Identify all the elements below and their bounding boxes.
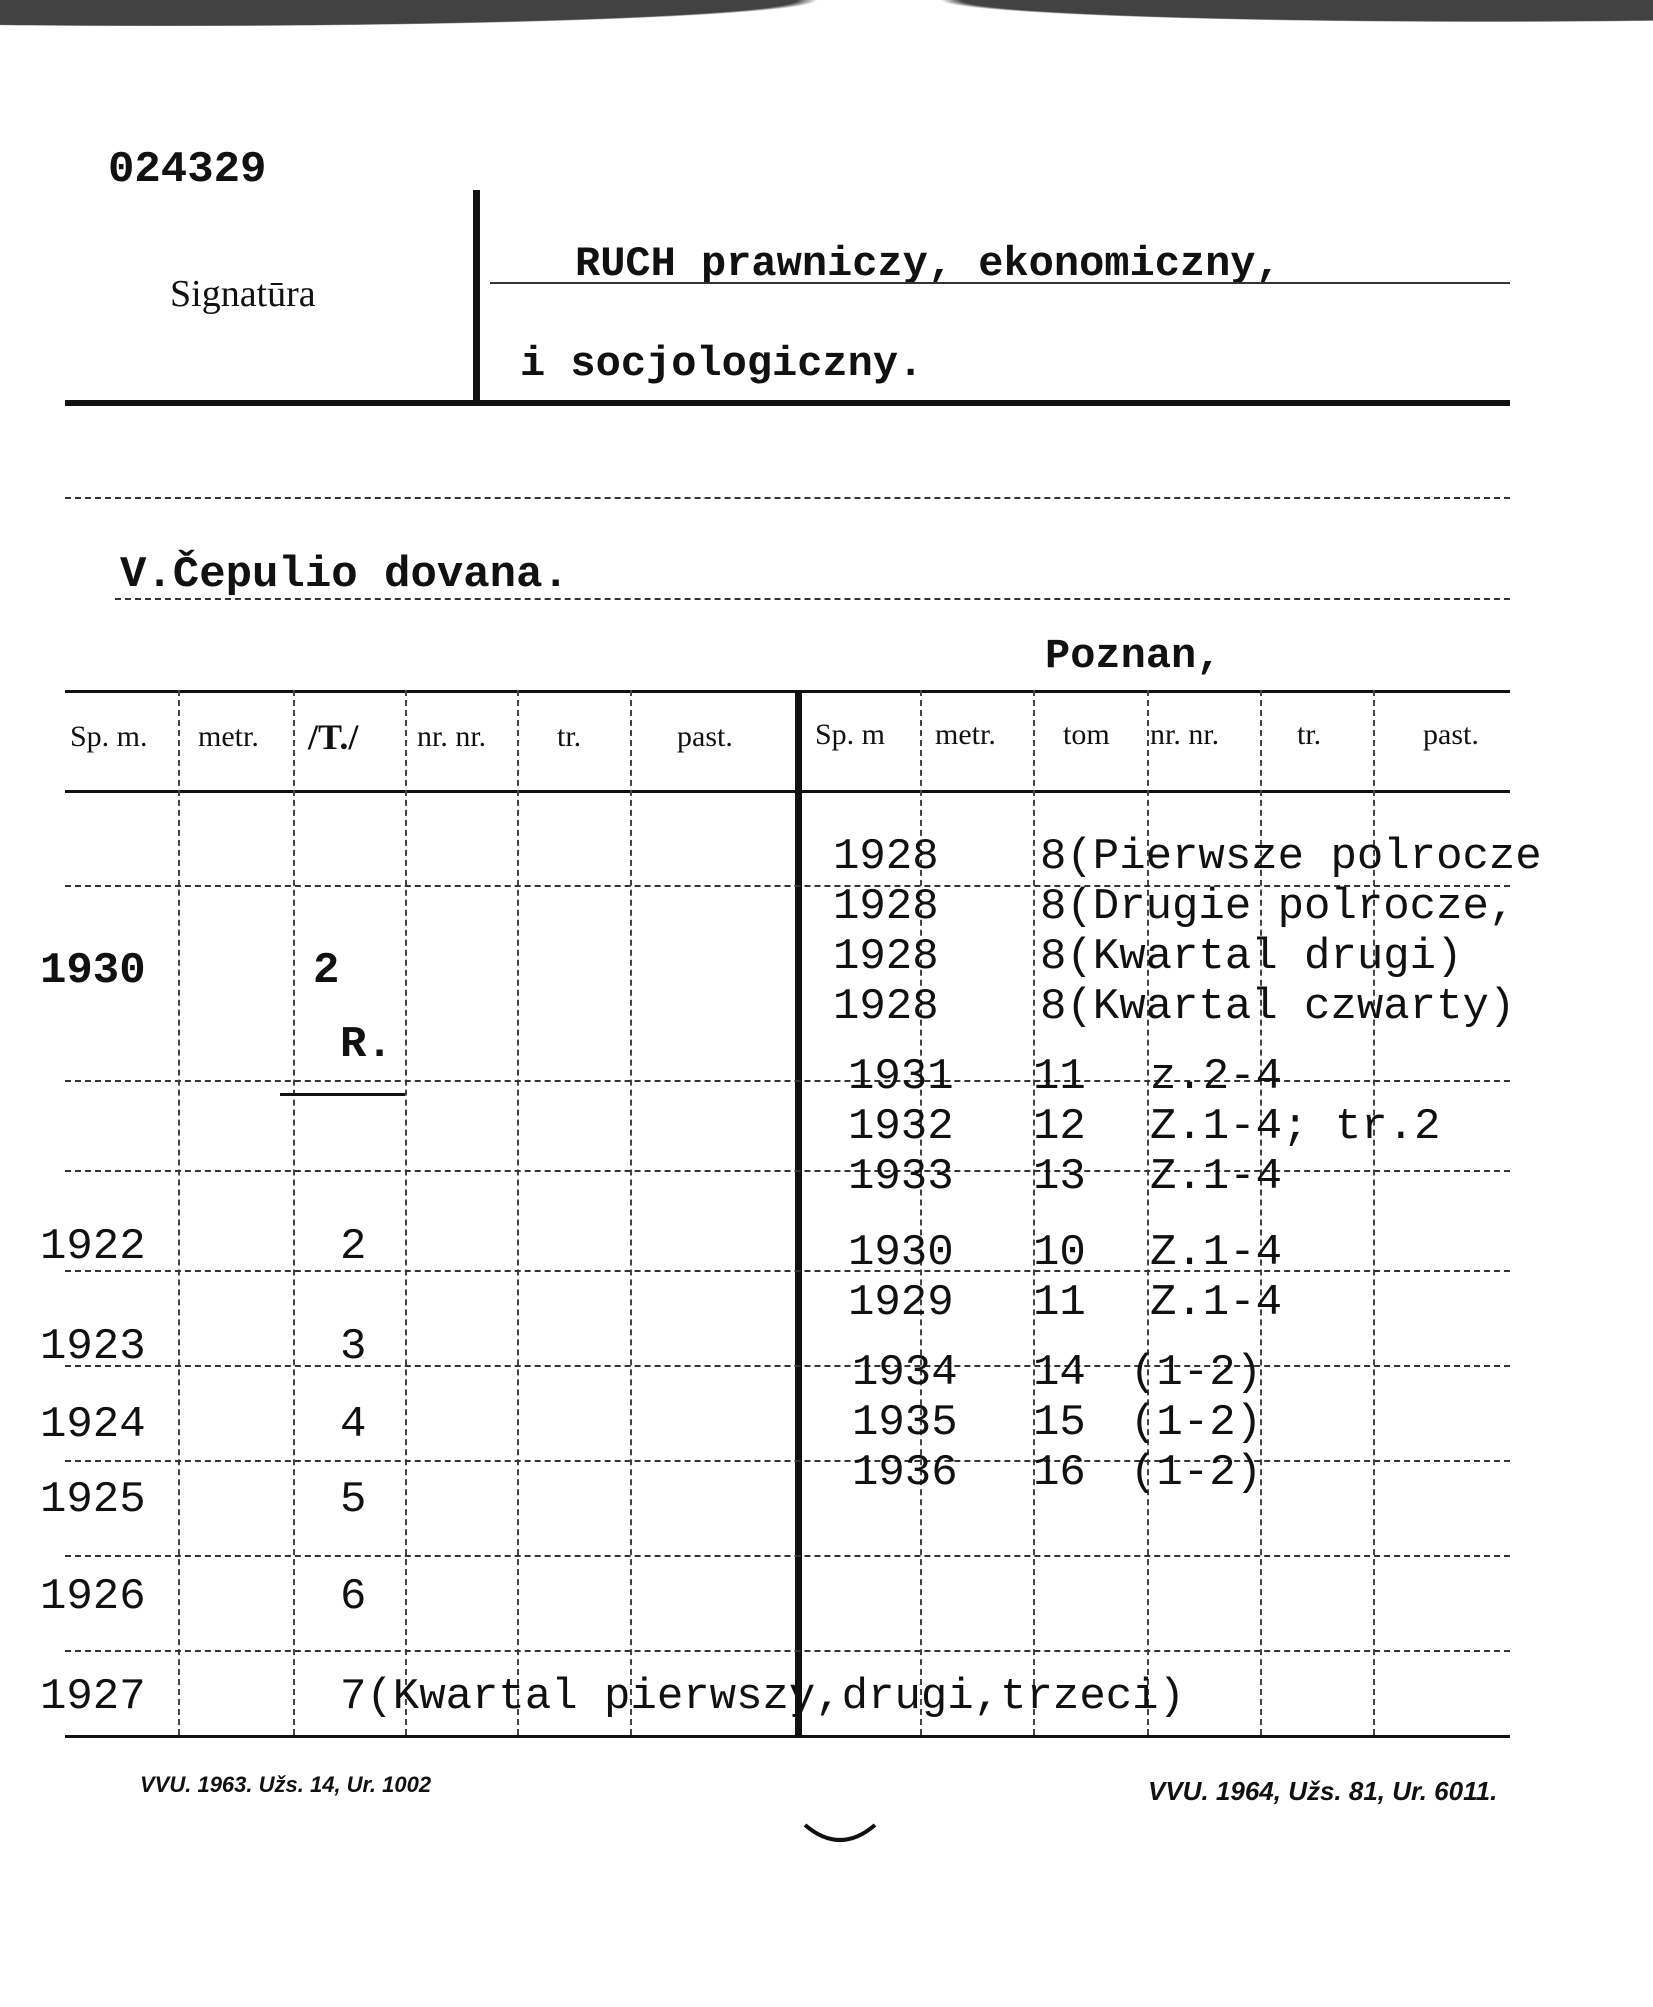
- left-vol: 7(Kwartal pierwszy,drugi,trzeci): [340, 1672, 1185, 1722]
- right-nr: (1-2): [1130, 1398, 1263, 1448]
- r-underline: [280, 1093, 405, 1096]
- left-vol: R.: [340, 1020, 393, 1070]
- col-header-nr-nr: nr. nr.: [417, 720, 487, 753]
- left-vol: 2: [340, 1222, 367, 1272]
- left-year: 1923: [40, 1322, 146, 1372]
- right-vol: 10: [1033, 1228, 1086, 1278]
- footer-note-right: VVU. 1964, Užs. 81, Ur. 6011.: [1148, 1776, 1498, 1806]
- chevron-down-icon: [800, 1815, 880, 1855]
- left-vol: 6: [340, 1572, 367, 1622]
- left-year: 1927: [40, 1672, 146, 1722]
- col-header-sp-m-right: Sp. m: [815, 718, 886, 751]
- footer-note-left: VVU. 1963. Užs. 14, Ur. 1002: [140, 1772, 432, 1797]
- right-vol: 15: [1033, 1398, 1086, 1448]
- col-line: [293, 690, 295, 1735]
- col-header-past: past.: [677, 720, 733, 753]
- right-vol: 8(Pierwsze polrocze: [1040, 832, 1542, 882]
- left-year: 1922: [40, 1222, 146, 1272]
- right-vol: 8(Kwartal drugi): [1040, 932, 1463, 982]
- col-line: [178, 690, 180, 1735]
- signature-label: Signatūra: [170, 273, 316, 315]
- col-line: [1033, 690, 1035, 1735]
- row-rule: [65, 1555, 1510, 1557]
- right-year: 1936: [852, 1448, 958, 1498]
- left-year: 1924: [40, 1400, 146, 1450]
- col-line: [630, 690, 632, 1735]
- right-year: 1933: [848, 1152, 954, 1202]
- left-vol: 2: [313, 946, 340, 996]
- right-nr: (1-2): [1130, 1348, 1263, 1398]
- right-year: 1928: [833, 982, 939, 1032]
- right-vol: 14: [1033, 1348, 1086, 1398]
- right-year: 1934: [852, 1348, 958, 1398]
- right-nr: Z.1-4: [1150, 1152, 1283, 1202]
- table-center-divider: [795, 690, 802, 1735]
- right-year: 1928: [833, 932, 939, 982]
- card-number: 024329: [108, 145, 267, 195]
- table-top-rule: [65, 690, 1510, 693]
- col-header-metr-right: metr.: [935, 718, 996, 751]
- right-year: 1928: [833, 832, 939, 882]
- right-year: 1929: [848, 1278, 954, 1328]
- right-year: 1935: [852, 1398, 958, 1448]
- right-vol: 11: [1033, 1052, 1086, 1102]
- right-year: 1930: [848, 1228, 954, 1278]
- right-vol: 13: [1033, 1152, 1086, 1202]
- left-vol: 5: [340, 1475, 367, 1525]
- left-vol: 4: [340, 1400, 367, 1450]
- title-line-2: i socjologiczny.: [520, 340, 924, 388]
- col-header-tom: /T./: [308, 717, 359, 757]
- right-vol: 8(Kwartal czwarty): [1040, 982, 1516, 1032]
- right-vol: 11: [1033, 1278, 1086, 1328]
- title-underline-1: [490, 282, 1510, 284]
- right-nr: Z.1-4: [1150, 1228, 1283, 1278]
- col-line: [405, 690, 407, 1735]
- donation-note: V.Čepulio dovana.: [120, 550, 569, 600]
- col-header-sp-m: Sp. m.: [70, 720, 148, 753]
- col-header-metr: metr.: [198, 720, 259, 753]
- left-vol: 3: [340, 1322, 367, 1372]
- col-header-past-right: past.: [1423, 718, 1479, 751]
- table-bottom-rule: [65, 1735, 1510, 1738]
- left-year: 1930: [40, 946, 146, 996]
- row-rule: [65, 1460, 1510, 1462]
- right-vol: 16: [1033, 1448, 1086, 1498]
- col-header-tr-right: tr.: [1297, 718, 1322, 751]
- header-separator: [65, 400, 1510, 406]
- right-nr: (1-2): [1130, 1448, 1263, 1498]
- row-rule: [65, 1270, 1510, 1272]
- right-vol: 12: [1033, 1102, 1086, 1152]
- header-divider: [473, 190, 480, 400]
- right-nr: Z.1-4; tr.2: [1150, 1102, 1441, 1152]
- right-year: 1928: [833, 882, 939, 932]
- right-year: 1931: [848, 1052, 954, 1102]
- right-year: 1932: [848, 1102, 954, 1152]
- left-year: 1926: [40, 1572, 146, 1622]
- title-line-1: RUCH prawniczy, ekonomiczny,: [575, 240, 1281, 288]
- col-header-tom-right: tom: [1063, 718, 1110, 751]
- col-line: [517, 690, 519, 1735]
- row-rule: [65, 1365, 1510, 1367]
- row-rule: [65, 1080, 1510, 1082]
- right-vol: 8(Drugie polrocze,: [1040, 882, 1516, 932]
- col-header-nr-nr-right: nr. nr.: [1150, 718, 1220, 751]
- left-year: 1925: [40, 1475, 146, 1525]
- ruled-line-2: [115, 598, 1510, 600]
- row-rule: [65, 1170, 1510, 1172]
- row-rule: [65, 1650, 1510, 1652]
- scan-edge: [0, 0, 1653, 60]
- col-header-tr: tr.: [557, 720, 582, 753]
- ruled-line-1: [65, 497, 1510, 499]
- right-nr: Z.1-4: [1150, 1278, 1283, 1328]
- place-name: Poznan,: [1045, 632, 1222, 680]
- table-header-rule: [65, 790, 1510, 793]
- right-nr: z.2-4: [1150, 1052, 1283, 1102]
